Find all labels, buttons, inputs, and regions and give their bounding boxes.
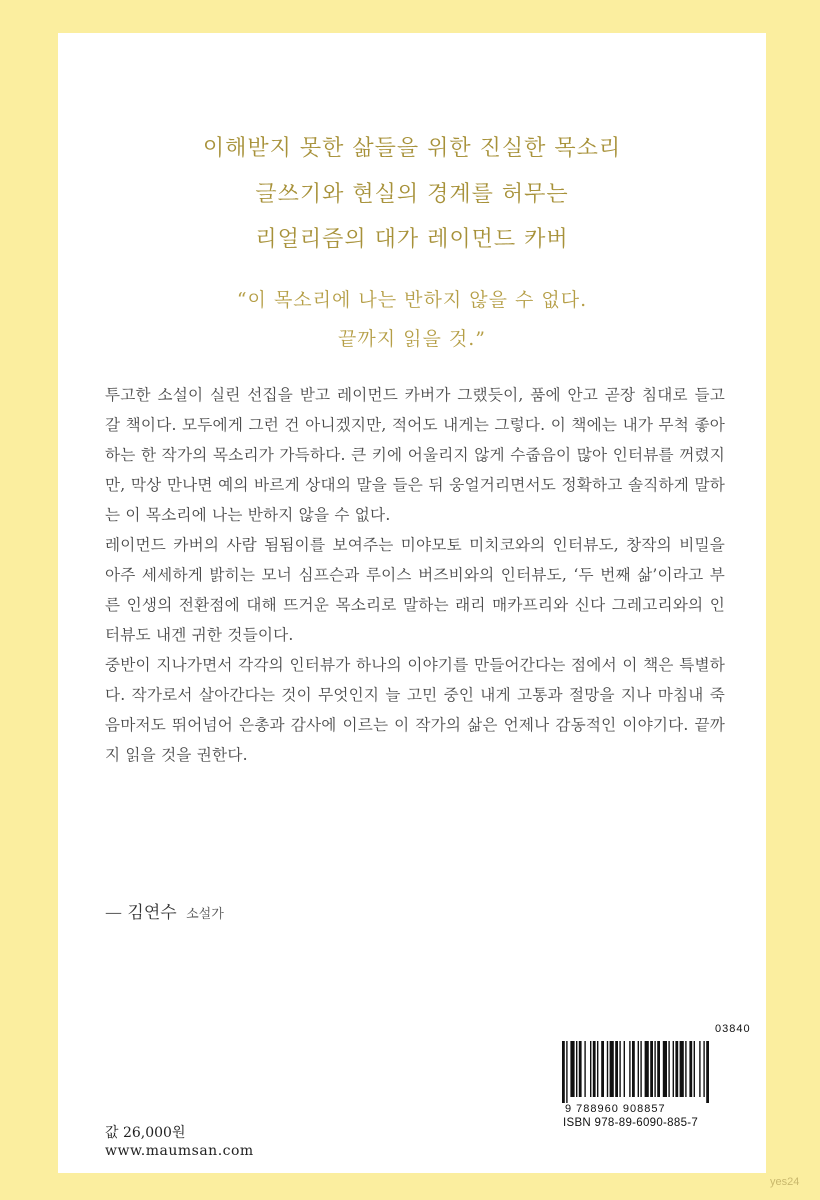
barcode-bar — [615, 1041, 618, 1097]
back-cover — [58, 33, 766, 1173]
barcode-bar — [607, 1041, 608, 1097]
barcode-bar — [570, 1041, 574, 1097]
barcode-bar — [624, 1041, 625, 1097]
tagline-line-3: 리얼리즘의 대가 레이먼드 카버 — [255, 227, 569, 252]
barcode-bar — [566, 1041, 567, 1103]
barcode-bar — [650, 1041, 653, 1097]
barcode-bar — [590, 1041, 591, 1097]
barcode-bar — [579, 1041, 582, 1097]
barcode-bar — [706, 1041, 709, 1103]
publisher-url: www.maumsan.com — [105, 1143, 254, 1159]
barcode-bar — [694, 1041, 695, 1097]
barcode-bar — [601, 1041, 604, 1097]
barcode-bar — [638, 1041, 639, 1097]
barcode-bar — [675, 1041, 678, 1097]
isbn-number: ISBN 978-89-6090-885-7 — [563, 1117, 699, 1129]
barcode-bar — [699, 1041, 700, 1097]
quote-line-1: “이 목소리에 나는 반하지 않을 수 없다. — [236, 289, 588, 311]
barcode-bar — [703, 1041, 704, 1097]
barcode-bar — [619, 1041, 620, 1097]
review-paragraph-2: 레이먼드 카버의 사람 됨됨이를 보여주는 미야모토 미치코와의 인터뷰도, 창작의 비밀을 아주 세세하게 밝히는 모너 심프슨과 루이스 버즈비와의 인터뷰도, ‘두 번째 삶’이라고 부른 인생의 전환점에 대해 뜨거운 목소리로 말하는 래리 매카프리와 신다 그레고리와의 인터뷰도 내겐 귀한 것들이다. — [105, 536, 725, 644]
watermark-logo: yes24 — [770, 1176, 800, 1188]
barcode-bar — [657, 1041, 660, 1097]
barcode-bar — [584, 1041, 585, 1097]
barcode-bars — [562, 1041, 746, 1103]
barcode-bar — [673, 1041, 674, 1097]
barcode-bar — [593, 1041, 596, 1097]
review-body — [105, 380, 725, 770]
barcode-bar — [597, 1041, 598, 1097]
barcode-bar — [576, 1041, 577, 1097]
isbn-barcode — [557, 1023, 757, 1153]
barcode-bar — [640, 1041, 641, 1097]
tagline-line-2: 글쓰기와 현실의 경계를 허무는 — [255, 182, 569, 207]
barcode-addon-digits: 03840 — [715, 1023, 751, 1035]
barcode-bar — [610, 1041, 614, 1097]
reviewer-name: 김연수 — [127, 903, 177, 923]
barcode-bar — [632, 1041, 635, 1097]
barcode-digits: 9 788960 908857 — [565, 1103, 666, 1115]
barcode-bar — [689, 1041, 692, 1097]
barcode-bar — [663, 1041, 667, 1097]
review-paragraph-3: 중반이 지나가면서 각각의 인터뷰가 하나의 이야기를 만들어간다는 점에서 이 책은 특별하다. 작가로서 살아간다는 것이 무엇인지 늘 고민 중인 내게 고통과 절망을 지나 마침내 죽음마저도 뛰어넘어 은총과 감사에 이르는 이 작가의 삶은 언제나 감동적인 이야기다. 끝까지 읽을 것을 권한다. — [105, 656, 725, 764]
quote-line-2: 끝까지 읽을 것.” — [338, 328, 486, 350]
barcode-bar — [562, 1041, 565, 1103]
tagline-line-1: 이해받지 못한 삶들을 위한 진실한 목소리 — [202, 136, 622, 161]
barcode-bar — [629, 1041, 630, 1097]
price-label: 값 26,000원 — [105, 1125, 186, 1141]
barcode-bar — [645, 1041, 649, 1097]
reviewer-signature — [105, 898, 224, 923]
barcode-bar — [668, 1041, 669, 1097]
barcode-bar — [680, 1041, 684, 1097]
review-paragraph-1: 투고한 소설이 실린 선집을 받고 레이먼드 카버가 그랬듯이, 품에 안고 곧장 침대로 들고 갈 책이다. 모두에게 그런 건 아니겠지만, 적어도 내게는 그렇다. 이 책에는 내가 무척 좋아하는 한 작가의 목소리가 가득하다. 큰 키에 어울리지 않게 수줍음이 많아 인터뷰를 꺼렸지만, 막상 만나면 예의 바르게 상대의 말을 들은 뒤 웅얼거리면서도 정확하고 솔직하게 말하는 이 목소리에 나는 반하지 않을 수 없다. — [105, 386, 725, 524]
signature-dash: — — [105, 903, 122, 923]
reviewer-role: 소설가 — [186, 907, 224, 922]
barcode-bar — [654, 1041, 655, 1097]
barcode-bar — [685, 1041, 686, 1097]
